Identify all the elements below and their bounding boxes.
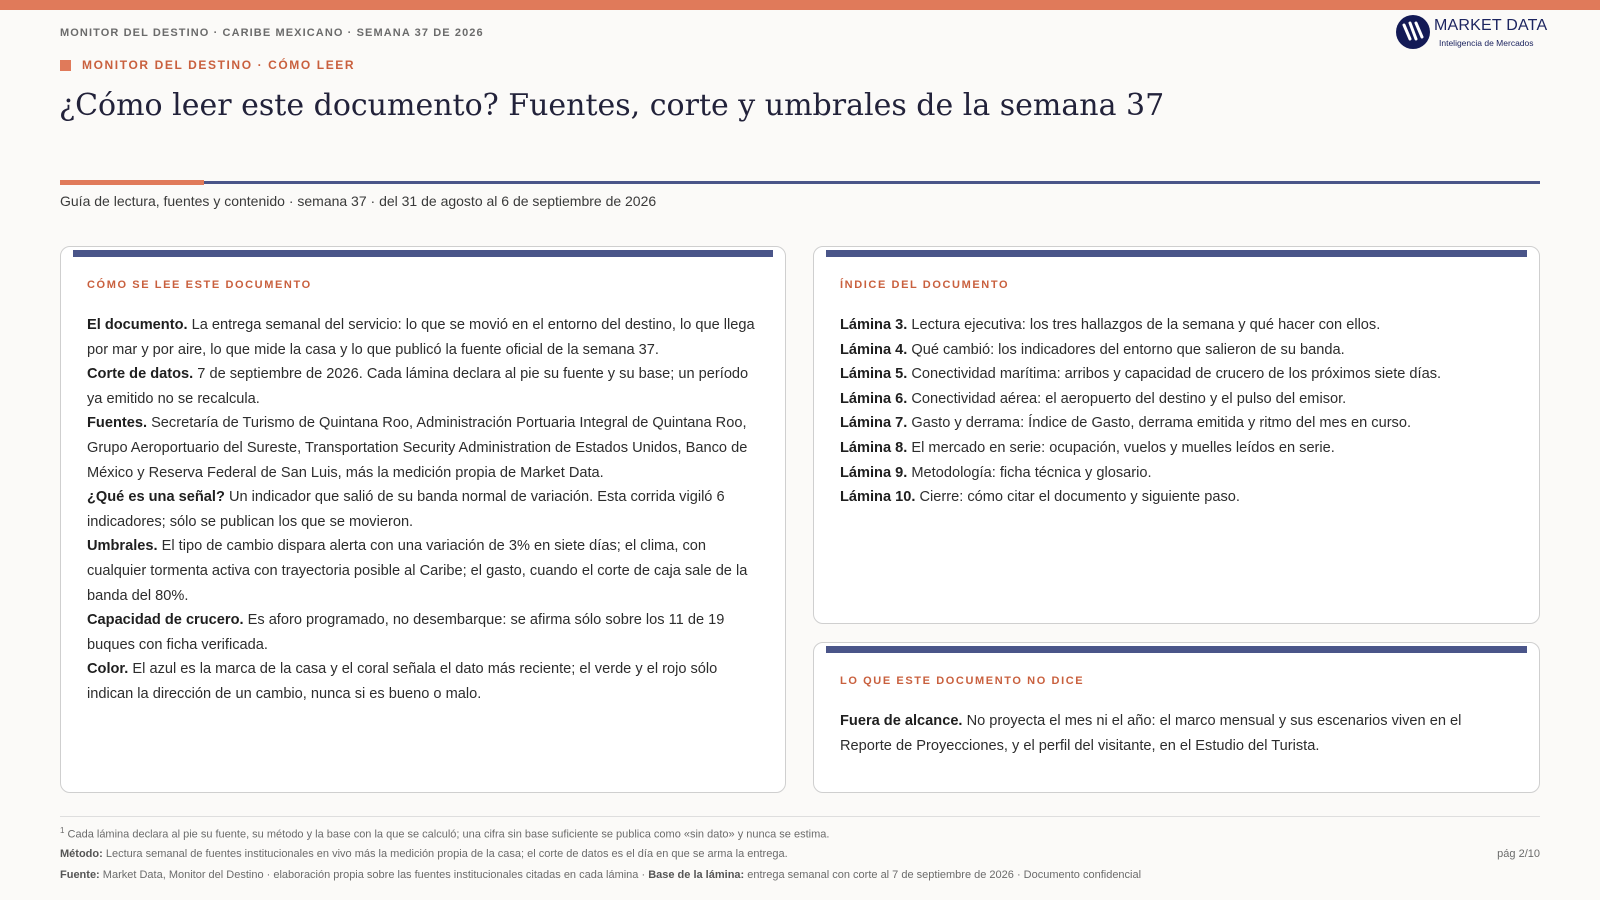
document-kicker: MONITOR DEL DESTINO · CARIBE MEXICANO · SEMANA 37 DE 2026 bbox=[60, 27, 484, 39]
top-accent-stripe bbox=[0, 0, 1600, 10]
base-text: entrega semanal con corte al 7 de septiembre de 2026 · Documento confidencial bbox=[747, 869, 1142, 881]
page-number: pág 2/10 bbox=[1497, 848, 1540, 860]
list-item bbox=[840, 411, 1515, 436]
footnote bbox=[60, 826, 829, 841]
list-item bbox=[840, 485, 1515, 510]
list-item-label: El documento. bbox=[87, 317, 188, 333]
market-data-logo-icon bbox=[1396, 15, 1430, 49]
list-item-label: Lámina 4. bbox=[840, 341, 908, 358]
list-item bbox=[87, 608, 761, 657]
card-top-bar bbox=[73, 250, 773, 257]
list-item-label: Lámina 3. bbox=[840, 317, 908, 333]
card-body bbox=[87, 313, 761, 707]
list-item bbox=[840, 387, 1515, 412]
list-item bbox=[87, 313, 761, 362]
kicker-square-icon bbox=[60, 60, 71, 71]
list-item-text: El azul es la marca de la casa y el coral señala el dato más reciente; el verde y el rojo sólo indican la dirección de un cambio, nunca si es bueno o malo. bbox=[87, 661, 718, 702]
list-item-label: Lámina 10. bbox=[840, 489, 916, 506]
list-item-text: Lectura ejecutiva: los tres hallazgos de la semana y qué hacer con ellos. bbox=[911, 317, 1381, 333]
list-item bbox=[840, 461, 1515, 486]
list-item-text: Conectividad marítima: arribos y capacidad de crucero de los próximos siete días. bbox=[911, 366, 1442, 383]
footnote-marker: 1 bbox=[60, 826, 65, 835]
list-item-text: La entrega semanal del servicio: lo que se movió en el entorno del destino, lo que llega por mar y por aire, lo que mide la casa y lo que publicó la fuente oficial de la semana 37. bbox=[87, 317, 755, 358]
list-item-text: No proyecta el mes ni el año: el marco mensual y sus escenarios viven en el Reporte de Proyecciones, y el perfil del visitante, en el Estudio del Turista. bbox=[840, 713, 1462, 754]
list-item-text: Cierre: cómo citar el documento y siguiente paso. bbox=[919, 489, 1240, 506]
source-note bbox=[60, 869, 1141, 881]
list-item-label: Lámina 6. bbox=[840, 390, 908, 407]
list-item bbox=[840, 436, 1515, 461]
list-item-label: Lámina 5. bbox=[840, 366, 908, 383]
title-rule-accent bbox=[60, 180, 204, 185]
card-body bbox=[840, 313, 1515, 510]
section-kicker bbox=[60, 58, 355, 72]
list-item-text: Qué cambió: los indicadores del entorno que salieron de su banda. bbox=[911, 341, 1345, 358]
title-rule bbox=[60, 181, 1540, 184]
list-item-label: Fuera de alcance. bbox=[840, 713, 963, 729]
list-item-text: Un indicador que salió de su banda normal de variación. Esta corrida vigiló 6 indicadores; sólo se publican los que se movieron. bbox=[87, 489, 725, 530]
card-heading: ÍNDICE DEL DOCUMENTO bbox=[840, 279, 1010, 291]
card-heading: LO QUE ESTE DOCUMENTO NO DICE bbox=[840, 675, 1085, 687]
list-item bbox=[840, 709, 1515, 758]
list-item bbox=[87, 657, 761, 706]
list-item-text: El tipo de cambio dispara alerta con una variación de 3% en siete días; el clima, con cualquier tormenta activa con trayectoria posible al Caribe; el gasto, cuando el corte de caja sale de la banda del 80%. bbox=[87, 538, 748, 604]
card-body bbox=[840, 709, 1515, 758]
list-item bbox=[87, 534, 761, 608]
list-item-text: 7 de septiembre de 2026. Cada lámina declara al pie su fuente y su base; un período ya emitido no se recalcula. bbox=[87, 366, 749, 407]
list-item-label: Lámina 8. bbox=[840, 439, 908, 456]
card-top-bar bbox=[826, 250, 1527, 257]
list-item bbox=[840, 338, 1515, 363]
page-title: ¿Cómo leer este documento? Fuentes, corte y umbrales de la semana 37 bbox=[59, 88, 1165, 123]
logo-name: MARKET DATA bbox=[1434, 17, 1548, 34]
list-item bbox=[87, 485, 761, 534]
footer-rule bbox=[60, 816, 1540, 817]
list-item-text: El mercado en serie: ocupación, vuelos y muelles leídos en serie. bbox=[911, 439, 1335, 456]
page-subtitle: Guía de lectura, fuentes y contenido · semana 37 · del 31 de agosto al 6 de septiembre de 2026 bbox=[60, 193, 657, 209]
footnote-text: Cada lámina declara al pie su fuente, su método y la base con la que se calculó; una cifra sin base suficiente se publica como «sin dato» y nunca se estima. bbox=[67, 828, 830, 841]
list-item bbox=[87, 411, 761, 485]
list-item-label: Color. bbox=[87, 661, 129, 678]
base-label: Base de la lámina: bbox=[648, 869, 745, 881]
card-heading: CÓMO SE LEE ESTE DOCUMENTO bbox=[87, 279, 312, 291]
list-item-label: ¿Qué es una señal? bbox=[87, 489, 225, 506]
list-item-label: Fuentes. bbox=[87, 415, 148, 432]
list-item-label: Lámina 7. bbox=[840, 415, 908, 432]
method-text: Lectura semanal de fuentes institucionales en vivo más la medición propia de la casa; el corte de datos es el día en que se arma la entrega. bbox=[105, 848, 788, 860]
list-item-label: Lámina 9. bbox=[840, 464, 908, 481]
brand-logo bbox=[1396, 15, 1548, 51]
logo-tagline: Inteligencia de Mercados bbox=[1439, 38, 1534, 48]
list-item bbox=[840, 362, 1515, 387]
list-item-label: Umbrales. bbox=[87, 538, 158, 555]
method-label: Método: bbox=[60, 848, 103, 860]
card-top-bar bbox=[826, 646, 1527, 653]
list-item-label: Corte de datos. bbox=[87, 366, 194, 383]
list-item-text: Secretaría de Turismo de Quintana Roo, Administración Portuaria Integral de Quintana Roo, Grupo Aeroportuario del Sureste, Transportation Security Administration de Estados Unidos, Banco de México y Reserva Federal de San Luis, más la medición propia de Market Data. bbox=[87, 415, 748, 481]
list-item-text: Es aforo programado, no desembarque: se afirma sólo sobre los 11 de 19 buques con ficha verificada. bbox=[87, 612, 725, 653]
section-kicker-label: MONITOR DEL DESTINO · CÓMO LEER bbox=[82, 58, 356, 72]
scope-card bbox=[813, 642, 1540, 793]
source-label: Fuente: bbox=[60, 869, 100, 881]
list-item-text: Metodología: ficha técnica y glosario. bbox=[911, 464, 1152, 481]
list-item-text: Conectividad aérea: el aeropuerto del destino y el pulso del emisor. bbox=[911, 390, 1347, 407]
list-item-text: Gasto y derrama: Índice de Gasto, derrama emitida y ritmo del mes en curso. bbox=[911, 415, 1412, 432]
index-card bbox=[813, 246, 1540, 624]
list-item bbox=[87, 362, 761, 411]
method-note bbox=[60, 848, 788, 860]
source-text: Market Data, Monitor del Destino · elaboración propia sobre las fuentes institucionales citadas en cada lámina · bbox=[102, 869, 646, 881]
how-to-read-card bbox=[60, 246, 786, 793]
list-item bbox=[840, 313, 1515, 338]
list-item-label: Capacidad de crucero. bbox=[87, 612, 244, 629]
